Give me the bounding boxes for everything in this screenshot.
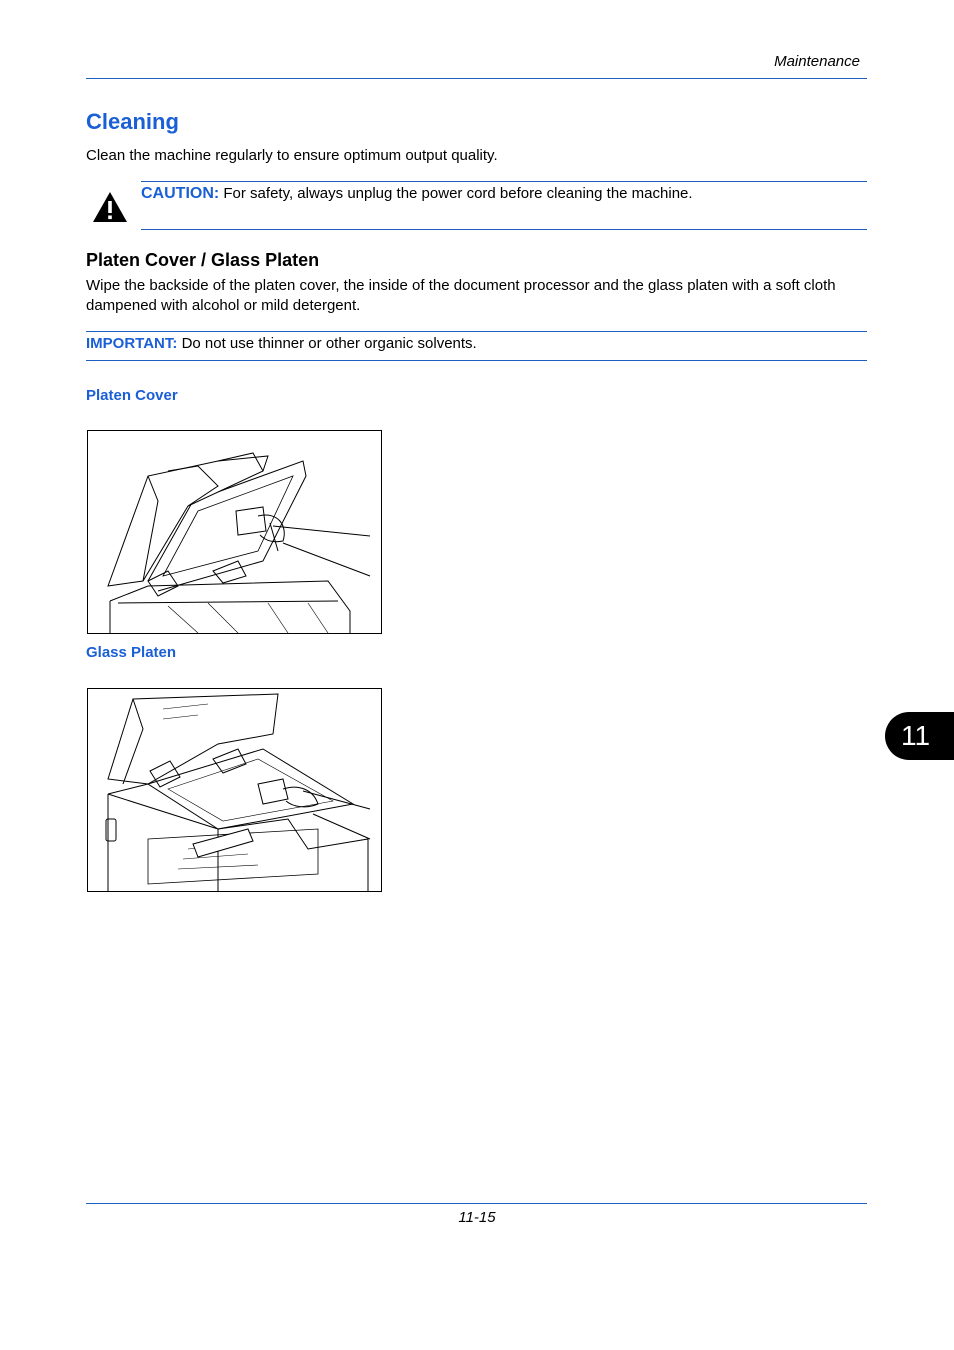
body-text: Wipe the backside of the platen cover, the inside of the document processor and the glass platen with a soft cloth dampened with alcohol or mild detergent. [86, 277, 836, 314]
caution-label: CAUTION: [141, 185, 220, 202]
chapter-tab: 11 [885, 712, 954, 760]
caution-note [141, 185, 861, 203]
page-number: 11-15 [458, 1209, 496, 1226]
footer-rule [86, 1203, 867, 1204]
header-rule [86, 78, 867, 79]
subsection-title: Platen Cover / Glass Platen [86, 250, 320, 270]
caution-bottom-rule [141, 229, 867, 230]
intro-text: Clean the machine regularly to ensure optimum output quality. [86, 147, 498, 164]
glass-platen-illustration [87, 688, 382, 892]
caution-top-rule [141, 181, 867, 182]
important-text: Do not use thinner or other organic solvents. [181, 335, 477, 352]
important-note [86, 335, 477, 352]
caution-text: For safety, always unplug the power cord before cleaning the machine. [223, 185, 693, 202]
running-header: Maintenance [774, 53, 860, 70]
figure-title-glass-platen: Glass Platen [86, 644, 177, 661]
important-label: IMPORTANT: [86, 335, 178, 352]
warning-triangle-icon [92, 191, 128, 223]
important-bottom-rule [86, 360, 867, 361]
platen-cover-illustration [87, 430, 382, 634]
important-top-rule [86, 331, 867, 332]
figure-title-platen-cover: Platen Cover [86, 387, 178, 404]
section-title: Cleaning [86, 109, 179, 134]
